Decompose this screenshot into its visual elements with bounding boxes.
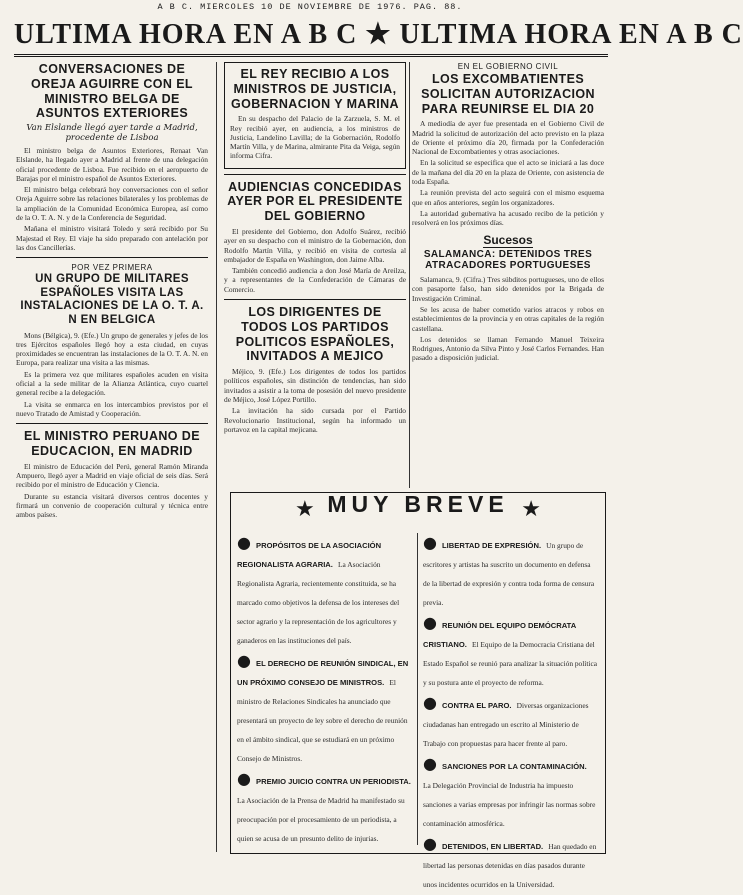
- section-header-sucesos: [412, 233, 604, 247]
- banner-headline: ULTIMA HORA EN A B C ★ ULTIMA HORA EN A B C: [14, 16, 608, 57]
- brief-text: La Asociación Regionalista Agraria, recientemente constituida, se ha marcado como objetivos la defensa de los intereses del sector agrario y la representación de los agricultores y ganaderos en las instituciones del país.: [237, 560, 400, 645]
- paragraph: La autoridad gubernativa ha acusado recibo de la petición y resolverá en los próximos días.: [412, 208, 604, 228]
- article-ministro-peruano: [16, 429, 208, 519]
- brief-text: El ministro de Relaciones Sindicales ha anunciado que presentará un proyecto de ley sobre el derecho de reunión en el ámbito sindical, que se estudiará en un próximo Consejo de Ministros.: [237, 678, 408, 763]
- paragraph: El presidente del Gobierno, don Adolfo Suárez, recibió ayer en su despacho con el ministro de la Gobernación, don Rodolfo Martín Villa, y recibió en visita de cortesía al embajador de España en Washington, don Jaime Alba.: [224, 226, 406, 264]
- article-salamanca: [412, 249, 604, 363]
- brief-title: PREMIO JUICIO CONTRA UN PERIODISTA.: [256, 777, 411, 786]
- paragraph: El ministro belga celebrará hoy conversaciones con el señor Oreja Aguirre sobre las relaciones bilaterales y los problemas de la ampliación de la Comunidad Económica Europea, así como de la O. T. A. N. y de la Conferencia de Seguridad.: [16, 185, 208, 223]
- brief-title: CONTRA EL PARO.: [442, 701, 512, 710]
- brief-item: [423, 613, 599, 689]
- brief-item: [423, 533, 599, 609]
- paragraph: Mons (Bélgica), 9. (Efe.) Un grupo de generales y jefes de los tres Ejércitos españoles llegó hoy a esta ciudad, en cuyas proximidades se encuentran las instalaciones de la O. T. A. N. en Europa, para realizar una visita a las mismas.: [16, 330, 208, 368]
- article-audiencias: [224, 180, 406, 294]
- paragraph: Es la primera vez que militares españoles acuden en visita oficial a la sede militar de la Alianza Atlántica, cuyo cuartel general recibe a la delegación.: [16, 369, 208, 398]
- paragraph: En la solicitud se especifica que el acto se iniciará a las doce de la mañana del día 20 en la plaza de Oriente, con asistencia de toda España.: [412, 158, 604, 187]
- headline: EL REY RECIBIO A LOS MINISTROS DE JUSTICIA, GOBERNACION Y MARINA: [231, 67, 399, 111]
- column-rule: [216, 62, 217, 852]
- subhead: Van Elslande llegó ayer tarde a Madrid, procedente de Lisboa: [26, 123, 198, 143]
- paragraph: A mediodía de ayer fue presentada en el Gobierno Civil de Madrid la solicitud de autorización del acto previsto en la plaza de Oriente el próximo día 20, firmada por la Confederación Nacional de Excombatientes y otras asociaciones.: [412, 119, 604, 157]
- muy-breve-column-left: [237, 533, 413, 849]
- muy-breve-title: MUY BREVE: [327, 491, 509, 517]
- bullet-icon: ●: [237, 651, 257, 670]
- paragraph: El ministro de Educación del Perú, general Ramón Miranda Ampuero, llegó ayer a Madrid en viaje oficial de seis días. Será recibido por el ministro de Educación y Ciencia.: [16, 461, 208, 490]
- brief-title: PROPÓSITOS DE LA ASOCIACIÓN REGIONALISTA AGRARIA.: [237, 541, 382, 569]
- brief-text: La Delegación Provincial de Industria ha impuesto sanciones a varias empresas por infringir las normas sobre contaminación atmosférica.: [423, 781, 596, 828]
- brief-item: [237, 533, 413, 647]
- paragraph: También concedió audiencia a don José María de Areilza, y a representantes de la Confederación de Cámaras de Comercio.: [224, 266, 406, 294]
- bullet-icon: ●: [423, 613, 443, 632]
- brief-item: [423, 693, 599, 750]
- brief-item: [237, 651, 413, 765]
- star-icon: ★: [521, 497, 541, 522]
- brief-title: LIBERTAD DE EXPRESIÓN.: [442, 541, 542, 550]
- headline: LOS DIRIGENTES DE TODOS LOS PARTIDOS POLITICOS ESPAÑOLES, INVITADOS A MEJICO: [235, 305, 395, 364]
- article-oreja-aguirre: [16, 62, 208, 252]
- bullet-icon: ●: [423, 834, 443, 853]
- kicker: EN EL GOBIERNO CIVIL: [457, 62, 559, 71]
- paragraph: El ministro belga de Asuntos Exteriores, Renaat Van Elslande, ha llegado ayer a Madrid al frente de una delegación oficial procedente de Lisboa. Fue recibido en el aeropuerto de Barajas por el ministro español de Asuntos Exteriores.: [16, 146, 208, 183]
- headline: EL MINISTRO PERUANO DE EDUCACION, EN MADRID: [24, 429, 200, 458]
- paragraph: Mañana el ministro visitará Toledo y será recibido por Su Majestad el Rey. El viaje ha sido preparado con antelación por las dos Cancillerías.: [16, 224, 208, 252]
- divider: [224, 174, 406, 175]
- paragraph: En su despacho del Palacio de la Zarzuela, S. M. el Rey recibió ayer, en audiencia, a los ministros de Justicia, Landelino Lavilla; de la Gobernación, Rodolfo Martín Villa, y de Marina, almirante Pita da Veiga, según informa Cifra.: [230, 114, 400, 161]
- brief-text: El Equipo de la Democracia Cristiana del Estado Español se reunió para analizar la situación política y su postura ante el proyecto de reforma.: [423, 640, 598, 687]
- column-rule: [409, 62, 410, 488]
- paragraph: Salamanca, 9. (Cifra.) Tres súbditos portugueses, uno de ellos con pasaporte falso, han sido detenidos por la Brigada de Investigación Criminal.: [412, 275, 604, 303]
- brief-item: [423, 834, 599, 891]
- section-label: Sucesos: [483, 232, 533, 247]
- bullet-icon: ●: [237, 533, 257, 552]
- bullet-icon: ●: [423, 533, 443, 552]
- brief-item: [237, 769, 413, 845]
- paragraph: La invitación ha sido cursada por el Partido Revolucionario Institucional, según ha informado un portavoz en la capital mejicana.: [224, 406, 406, 434]
- column-left: [16, 62, 208, 521]
- article-rey-recibio: [224, 62, 406, 169]
- column-middle: [224, 62, 406, 436]
- paragraph: Se les acusa de haber cometido varios atracos y robos en establecimientos de la provincia y en otras capitales de la región castellana.: [412, 305, 604, 333]
- divider: [16, 257, 208, 258]
- brief-text: Un grupo de escritores y artistas ha suscrito un documento en defensa de la libertad de expresión y contra toda forma de censura previa.: [423, 541, 595, 607]
- brief-text: Han quedado en libertad las personas detenidas en días pasados durante unos incidentes ocurridos en la Universidad.: [423, 842, 597, 889]
- paragraph: La visita se enmarca en los intercambios previstos por el nuevo Tratado de Amistad y Cooperación.: [16, 399, 208, 418]
- kicker: POR VEZ PRIMERA: [71, 263, 153, 273]
- article-dirigentes-mejico: [224, 305, 406, 434]
- article-excombatientes: [412, 62, 604, 228]
- brief-title: REUNIÓN DEL EQUIPO DEMÓCRATA CRISTIANO.: [423, 621, 576, 649]
- brief-title: SANCIONES POR LA CONTAMINACIÓN.: [442, 762, 587, 771]
- column-right: [412, 62, 604, 365]
- headline: SALAMANCA: DETENIDOS TRES ATRACADORES PORTUGUESES: [423, 248, 593, 272]
- brief-text: Diversas organizaciones ciudadanas han entregado un escrito al Ministerio de Trabajo con propuestas para hacer frente al paro.: [423, 701, 589, 748]
- headline: UN GRUPO DE MILITARES ESPAÑOLES VISITA LAS INSTALACIONES DE LA O. T. A. N EN BELGICA: [20, 273, 204, 326]
- muy-breve-column-right: [423, 533, 599, 895]
- running-head: A B C. MIERCOLES 10 DE NOVIEMBRE DE 1976. PAG. 88.: [157, 2, 463, 12]
- column-rule: [417, 533, 418, 845]
- muy-breve-box: [230, 491, 606, 889]
- bullet-icon: ●: [423, 693, 443, 712]
- star-icon: ★: [295, 497, 315, 522]
- divider: [224, 299, 406, 300]
- bullet-icon: ●: [237, 769, 257, 788]
- headline: CONVERSACIONES DE OREJA AGUIRRE CON EL MINISTRO BELGA DE ASUNTOS EXTERIORES: [31, 62, 193, 121]
- bullet-icon: ●: [423, 754, 443, 773]
- article-militares-otan: [16, 263, 208, 418]
- paragraph: Méjico, 9. (Efe.) Los dirigentes de todos los partidos políticos españoles, sin distinción de tendencias, han sido invitados a asistir a la toma de posesión del nuevo presidente de Méjico, José López Portillo.: [224, 367, 406, 404]
- brief-item: [423, 754, 599, 830]
- divider: [16, 423, 208, 424]
- brief-text: La Asociación de la Prensa de Madrid ha manifestado su preocupación por el procesamiento de un periodista, a quien se acusa de un presunto delito de injurias.: [237, 796, 405, 843]
- brief-title: EL DERECHO DE REUNIÓN SINDICAL, EN UN PRÓXIMO CONSEJO DE MINISTROS.: [237, 659, 409, 687]
- paragraph: La reunión prevista del acto seguirá con el mismo esquema que en años anteriores, según los organizadores.: [412, 188, 604, 207]
- headline: LOS EXCOMBATIENTES SOLICITAN AUTORIZACION PARA REUNIRSE EL DIA 20: [421, 72, 595, 116]
- brief-title: DETENIDOS, EN LIBERTAD.: [442, 842, 544, 851]
- paragraph: Durante su estancia visitará diversos centros docentes y firmará un convenio de cooperación cultural y técnica entre ambos países.: [16, 491, 208, 520]
- headline: AUDIENCIAS CONCEDIDAS AYER POR EL PRESIDENTE DEL GOBIERNO: [227, 179, 403, 224]
- paragraph: Los detenidos se llaman Fernando Manuel Teixeira Rodrigues, Antonio da Silva Pinto y José Carlos Fernandes. Han pasado a disposición judicial.: [412, 334, 604, 363]
